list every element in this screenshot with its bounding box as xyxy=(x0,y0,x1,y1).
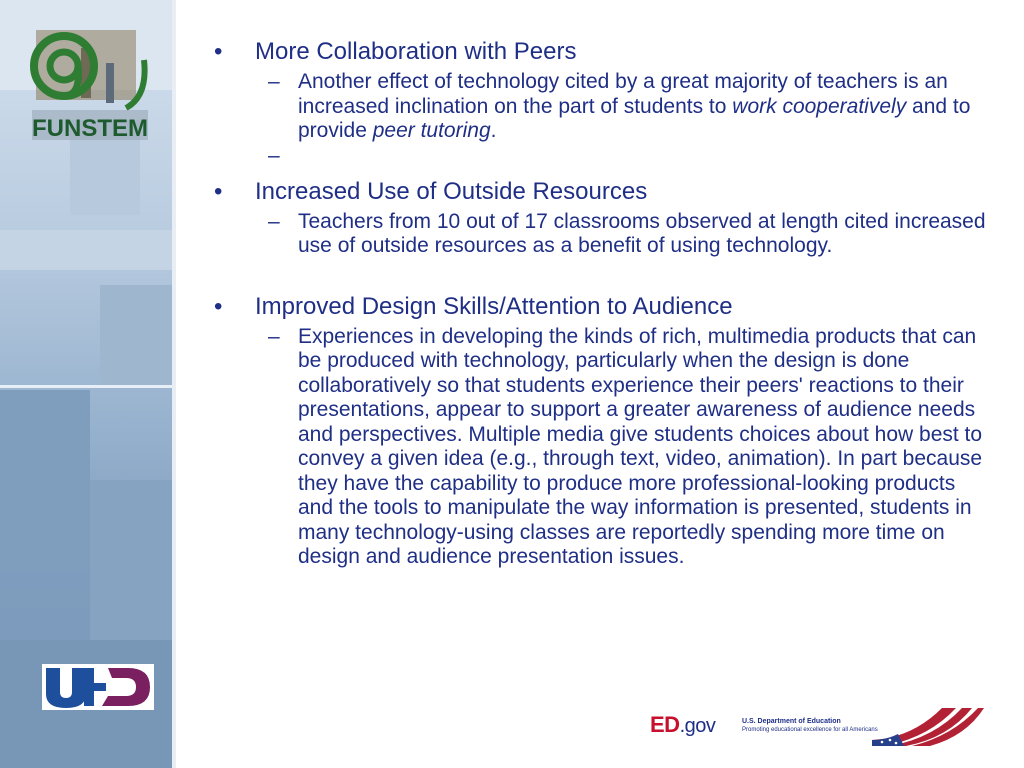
sub-point-text: Another effect of technology cited by a great majority of teachers is an increased inclination on the part of students to xyxy=(298,70,948,118)
emphasis-peer-tutoring: peer tutoring xyxy=(372,119,491,142)
dash-marker: – xyxy=(268,324,280,348)
us-dept-education-tagline xyxy=(742,717,892,734)
panel-tile xyxy=(90,480,176,640)
sub-point-text: Teachers from 10 out of 17 classrooms observed at length cited increased use of outside resources as a benefit of using technology. xyxy=(298,209,986,257)
sub-point-text: Experiences in developing the kinds of rich, multimedia products that can be produced with technology, particularly when the design is done collaboratively so that students experience their peers' reactions to their presentations, appear to support a greater awareness of audience needs and perspectives. Multiple media give students choices about how best to convey a given idea (e.g., through text, video, animation). In part because they have the capability to produce more professional-looking products and the tools to manipulate the way information is presented, students in many technology-using classes are reportedly spending more time on design and audience presentation issues. xyxy=(298,324,983,568)
panel-tile xyxy=(100,285,176,385)
sub-point-collaboration xyxy=(206,70,1006,144)
uhd-logo xyxy=(42,664,154,710)
sub-point-design-skills xyxy=(206,325,1006,570)
panel-tile xyxy=(0,390,90,570)
bullet-more-collaboration xyxy=(206,38,1006,66)
dept-name: U.S. Department of Education xyxy=(742,718,841,725)
ed-logo-text: ED xyxy=(650,712,680,737)
bullet-design-skills xyxy=(206,293,1006,321)
dash-marker: – xyxy=(268,143,280,167)
uhd-logo-mark xyxy=(42,664,154,710)
bullet-marker: • xyxy=(214,292,223,320)
sub-point-text: and to provide xyxy=(298,94,971,142)
flag-swoosh-icon xyxy=(872,704,984,746)
funstem-logo xyxy=(26,18,156,148)
panel-tile xyxy=(0,230,176,270)
dept-slogan: Promoting educational excellence for all Americans xyxy=(742,727,878,733)
sub-point-text: . xyxy=(490,119,497,142)
emphasis-work-cooperatively: work cooperatively xyxy=(732,94,907,118)
panel-tile xyxy=(0,385,176,388)
dash-marker: – xyxy=(268,70,280,93)
bullet-title: More Collaboration with Peers xyxy=(255,38,577,65)
bullet-marker: • xyxy=(214,38,223,65)
bullet-title: Increased Use of Outside Resources xyxy=(255,177,648,205)
empty-sub-point xyxy=(206,144,1006,168)
bullet-marker: • xyxy=(214,177,223,205)
panel-divider xyxy=(172,0,176,768)
dash-marker: – xyxy=(268,209,280,233)
ed-gov-logo xyxy=(650,712,715,738)
ed-logo-suffix: .gov xyxy=(679,715,716,737)
bullet-outside-resources xyxy=(206,178,1006,206)
slide-content xyxy=(206,30,1006,570)
sub-point-outside-resources xyxy=(206,210,1006,259)
bullet-title: Improved Design Skills/Attention to Audience xyxy=(255,292,733,320)
funstem-logo-text: FUNSTEM xyxy=(32,115,148,142)
